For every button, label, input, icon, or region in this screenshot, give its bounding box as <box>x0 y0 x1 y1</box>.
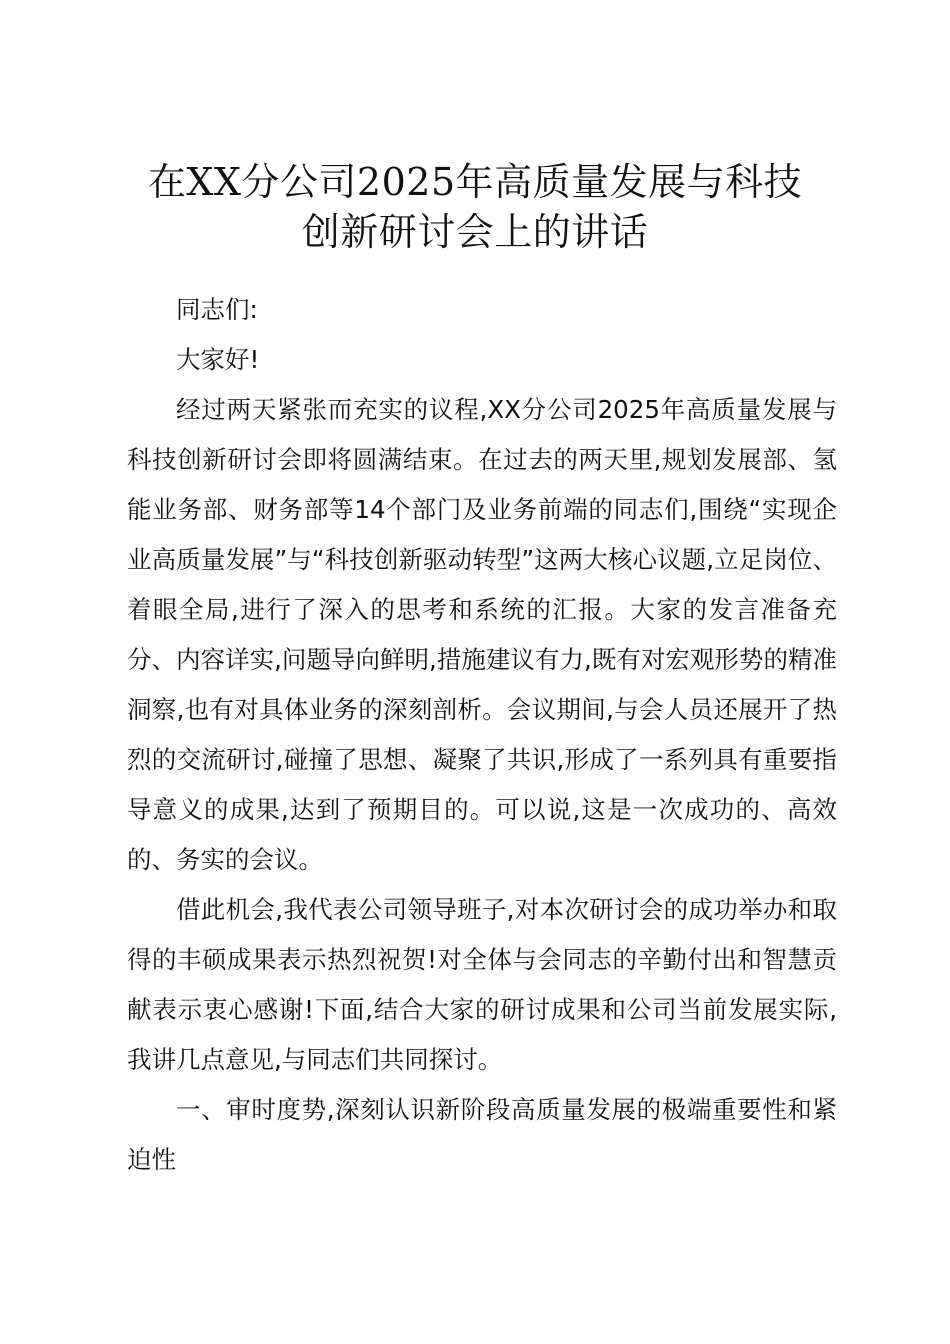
paragraph-thanks: 借此机会,我代表公司领导班子,对本次研讨会的成功举办和取得的丰硕成果表示热烈祝贺!对全体与会同志的辛勤付出和智慧贡献表示衷心感谢!下面,结合大家的研讨成果和公司当前发展实际,我讲几点意见,与同志们共同探讨。 <box>127 895 837 1074</box>
section-heading: 一、审时度势,深刻认识新阶段高质量发展的极端重要性和紧迫性 <box>127 1095 837 1174</box>
greeting: 大家好! <box>176 345 260 374</box>
title-line-2: 创新研讨会上的讲话 <box>301 210 649 254</box>
paragraph-intro: 经过两天紧张而充实的议程,XX分公司2025年高质量发展与科技创新研讨会即将圆满结束。在过去的两天里,规划发展部、氢能业务部、财务部等14个部门及业务前端的同志们,围绕“实现企业高质量发展”与“科技创新驱动转型”这两大核心议题,立足岗位、着眼全局,进行了深入的思考和系统的汇报。大家的发言准备充分、内容详实,问题导向鲜明,措施建议有力,既有对宏观形势的精准洞察,也有对具体业务的深刻剖析。会议期间,与会人员还展开了热烈的交流研讨,碰撞了思想、凝聚了共识,形成了一系列具有重要指导意义的成果,达到了预期目的。可以说,这是一次成功的、高效的、务实的会议。 <box>127 395 837 874</box>
title-line-1: 在XX分公司2025年高质量发展与科技 <box>147 160 803 204</box>
salutation: 同志们: <box>176 295 258 324</box>
document-body <box>127 285 837 1185</box>
document-title <box>100 157 850 257</box>
